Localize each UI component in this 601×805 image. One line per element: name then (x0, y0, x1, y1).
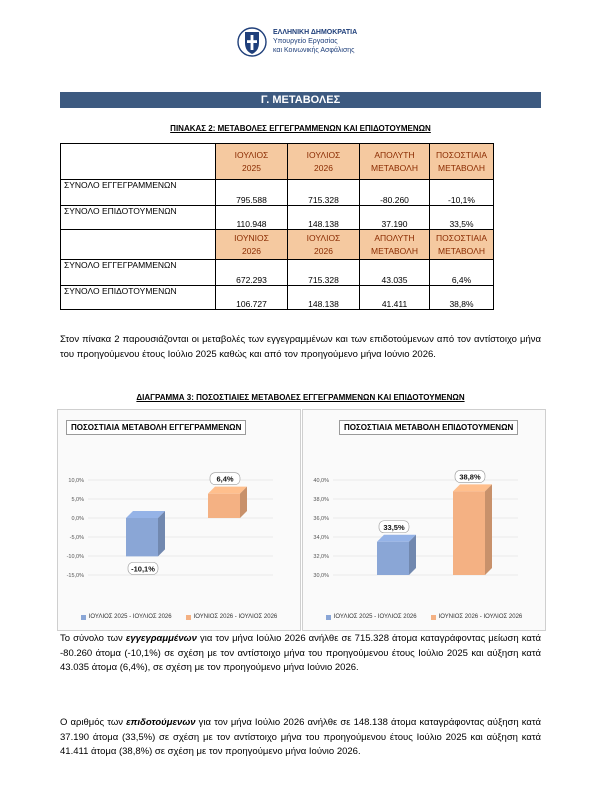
table-cell: 38,8% (430, 286, 494, 310)
table-row (61, 206, 494, 230)
bar (208, 494, 240, 518)
legend-label: ΙΟΥΝΙΟΣ 2026 - ΙΟΥΛΙΟΣ 2026 (438, 614, 523, 620)
tick-label: -10,0% (66, 554, 84, 560)
table-header-cell: ΙΟΥΛΙΟΣ 2026 (288, 144, 360, 180)
table-cell: -80.260 (360, 180, 430, 206)
table-cell: 106.727 (216, 286, 288, 310)
chart-subsidized (302, 409, 546, 631)
table-row (61, 180, 494, 206)
bar-side (485, 484, 492, 575)
table-title: ΠΙΝΑΚΑΣ 2: ΜΕΤΑΒΟΛΕΣ ΕΓΓΕΓΡΑΜΜΕΝΩΝ ΚΑΙ ΕΠΙΔΟΤΟΥΜΕΝΩΝ (170, 124, 431, 133)
legend-swatch (186, 615, 191, 620)
chart-registered (57, 409, 301, 631)
tick-label: 10,0% (68, 478, 84, 484)
tick-label: 32,0% (313, 554, 329, 560)
ministry-header (237, 26, 407, 62)
legend-item (431, 614, 523, 620)
table-cell: 715.328 (288, 260, 360, 286)
diagram-title: ΔΙΑΓΡΑΜΜΑ 3: ΠΟΣΟΣΤΙΑΙΕΣ ΜΕΤΑΒΟΛΕΣ ΕΓΓΕΓΡΑΜΜΕΝΩΝ ΚΑΙ ΕΠΙΔΟΤΟΥΜΕΝΩΝ (136, 393, 465, 402)
table-header-row (61, 230, 494, 260)
bar-side (409, 535, 416, 575)
data-label: 38,8% (459, 472, 481, 482)
row-label: ΣΥΝΟΛΟ ΕΓΓΕΓΡΑΜΜΕΝΩΝ (61, 180, 216, 206)
row-label: ΣΥΝΟΛΟ ΕΠΙΔΟΤΟΥΜΕΝΩΝ (61, 286, 216, 310)
table-cell: 41.411 (360, 286, 430, 310)
tick-label: 40,0% (313, 478, 329, 484)
data-label: 6,4% (216, 474, 234, 484)
table-row (61, 286, 494, 310)
legend-label: ΙΟΥΝΙΟΣ 2026 - ΙΟΥΛΙΟΣ 2026 (193, 614, 278, 620)
table-cell: 148.138 (288, 286, 360, 310)
table-header-cell: ΙΟΥΝΙΟΣ 2026 (216, 230, 288, 260)
chart-registered-plot (58, 440, 300, 615)
tick-label: -15,0% (66, 573, 84, 579)
ministry-line-2: και Κοινωνικής Ασφάλισης (273, 47, 355, 54)
table-cell: -10,1% (430, 180, 494, 206)
paragraph-intro: Στον πίνακα 2 παρουσιάζονται οι μεταβολές των εγγεγραμμένων και των επιδοτούμενων από τον αντίστοιχο μήνα του προηγούμενου έτους Ιούλιο 2025 καθώς και από τον προηγούμενο μήνα Ιούνιο 2026. (60, 334, 541, 360)
table-header-row (61, 144, 494, 180)
tick-label: 38,0% (313, 497, 329, 503)
bar (126, 518, 158, 556)
ministry-line-1: Υπουργείο Εργασίας (273, 38, 338, 45)
table-header-cell: ΠΟΣΟΣΤΙΑΙΑ ΜΕΤΑΒΟΛΗ (430, 230, 494, 260)
table-header-empty (61, 144, 216, 180)
row-label: ΣΥΝΟΛΟ ΕΓΓΕΓΡΑΜΜΕΝΩΝ (61, 260, 216, 286)
table-header-cell: ΠΟΣΟΣΤΙΑΙΑ ΜΕΤΑΒΟΛΗ (430, 144, 494, 180)
legend-swatch (326, 615, 331, 620)
chart-title: ΠΟΣΟΣΤΙΑΙΑ ΜΕΤΑΒΟΛΗ ΕΠΙΔΟΤΟΥΜΕΝΩΝ (339, 420, 518, 435)
ministry-name (273, 28, 357, 55)
table-row (61, 260, 494, 286)
emphasis: επιδοτούμενων (126, 717, 196, 728)
tick-label: -5,0% (69, 535, 84, 541)
table-cell: 148.138 (288, 206, 360, 230)
tick-label: 34,0% (313, 535, 329, 541)
row-label: ΣΥΝΟΛΟ ΕΠΙΔΟΤΟΥΜΕΝΩΝ (61, 206, 216, 230)
table-cell: 43.035 (360, 260, 430, 286)
legend-label: ΙΟΥΛΙΟΣ 2025 - ΙΟΥΛΙΟΣ 2026 (333, 614, 417, 620)
section-title: Γ. ΜΕΤΑΒΟΛΕΣ (60, 92, 541, 108)
table-cell: 672.293 (216, 260, 288, 286)
table-header-cell: ΑΠΟΛΥΤΗ ΜΕΤΑΒΟΛΗ (360, 144, 430, 180)
republic-label: ΕΛΛΗΝΙΚΗ ΔΗΜΟΚΡΑΤΙΑ (273, 29, 358, 36)
legend-swatch (431, 615, 436, 620)
chart-subsidized-plot (303, 440, 545, 615)
paragraph-subsidized: Ο αριθμός των επιδοτούμενων για τον μήνα Ιούλιο 2026 ανήλθε σε 148.138 άτομα καταγράφοντας αύξηση κατά 37.190 άτομα (33,5%) σε σχέση με τον αντίστοιχο μήνα του προηγούμενου έτους Ιούλιο 2025 και αύξηση κατά 41.411 άτομα (38,8%) σε σχέση με τον προηγούμενο μήνα Ιούνιο 2026. (60, 717, 541, 757)
changes-table (60, 143, 494, 310)
chart-legend (303, 614, 545, 620)
legend-item (186, 614, 278, 620)
legend-item (326, 614, 417, 620)
greek-emblem-icon (237, 26, 267, 58)
table-cell: 6,4% (430, 260, 494, 286)
legend-swatch (81, 615, 86, 620)
bar (377, 542, 409, 575)
chart-title: ΠΟΣΟΣΤΙΑΙΑ ΜΕΤΑΒΟΛΗ ΕΓΓΕΓΡΑΜΜΕΝΩΝ (66, 420, 246, 435)
table-header-cell: ΙΟΥΛΙΟΣ 2025 (216, 144, 288, 180)
table-cell: 715.328 (288, 180, 360, 206)
table-cell: 795.588 (216, 180, 288, 206)
table-cell: 33,5% (430, 206, 494, 230)
tick-label: 30,0% (313, 573, 329, 579)
bar (453, 491, 485, 575)
tick-label: 36,0% (313, 516, 329, 522)
legend-item (81, 614, 172, 620)
data-label: -10,1% (131, 564, 155, 574)
table-header-cell: ΑΠΟΛΥΤΗ ΜΕΤΑΒΟΛΗ (360, 230, 430, 260)
tick-label: 0,0% (71, 516, 84, 522)
paragraph-registered: Το σύνολο των εγγεγραμμένων για τον μήνα Ιούλιο 2026 ανήλθε σε 715.328 άτομα καταγράφοντας μείωση κατά -80.260 άτομα (-10,1%) σε σχέση με τον αντίστοιχο μήνα του προηγούμενου έτους Ιούλιο 2025 και αύξηση κατά 43.035 άτομα (6,4%), σε σχέση με τον προηγούμενο μήνα Ιούνιο 2026. (60, 633, 541, 673)
data-label: 33,5% (383, 522, 405, 532)
bar-side (158, 511, 165, 556)
chart-legend (58, 614, 300, 620)
tick-label: 5,0% (71, 497, 84, 503)
legend-label: ΙΟΥΛΙΟΣ 2025 - ΙΟΥΛΙΟΣ 2026 (88, 614, 172, 620)
table-cell: 110.948 (216, 206, 288, 230)
table-cell: 37.190 (360, 206, 430, 230)
emphasis: εγγεγραμμένων (125, 633, 197, 644)
table-header-cell: ΙΟΥΛΙΟΣ 2026 (288, 230, 360, 260)
table-header-empty (61, 230, 216, 260)
